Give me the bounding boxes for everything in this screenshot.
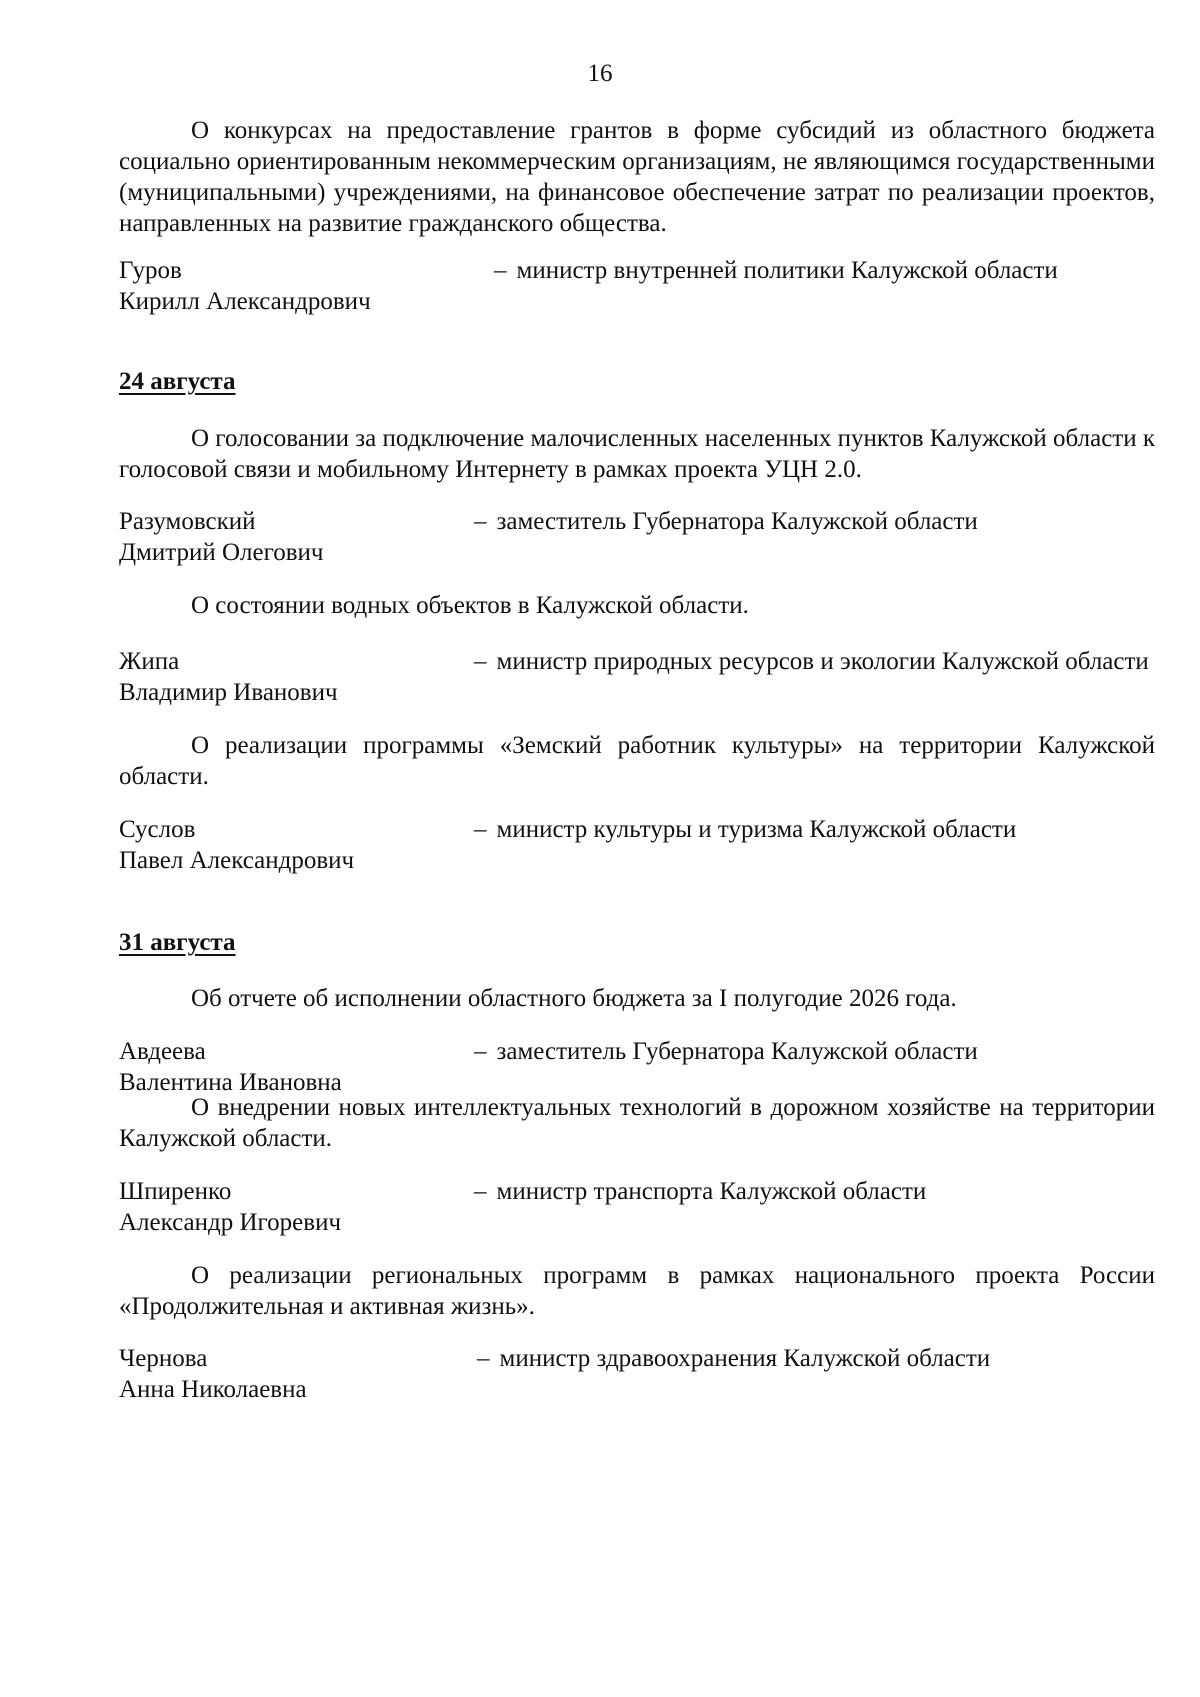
date-heading-aug31: 31 августа [119, 929, 236, 956]
speaker-razumovsky [119, 506, 1155, 568]
role-text: заместитель Губернатора Калужской области [496, 508, 978, 535]
speaker-surname: Разумовский [119, 508, 256, 535]
agenda-item-budget [119, 983, 1155, 1014]
agenda-item-grants [119, 115, 1155, 239]
speaker-given-name: Павел Александрович [119, 847, 355, 874]
speaker-name [119, 1343, 479, 1405]
dash: – [474, 648, 487, 675]
speaker-role [474, 814, 1155, 845]
speaker-name [119, 255, 479, 317]
dash: – [477, 1345, 490, 1372]
speaker-name [119, 1036, 479, 1098]
speaker-role [474, 646, 1155, 677]
agenda-text: О внедрении новых интеллектуальных технологий в дорожном хозяйстве на территории Калужской области. [119, 1094, 1155, 1152]
role-text: министр культуры и туризма Калужской области [496, 816, 1017, 843]
page-number: 16 [587, 60, 613, 87]
speaker-role [477, 1343, 1155, 1374]
agenda-text: О голосовании за подключение малочисленных населенных пунктов Калужской области к голосовой связи и мобильному Интернету в рамках проекта УЦН 2.0. [119, 425, 1155, 483]
role-text: заместитель Губернатора Калужской области [496, 1038, 978, 1065]
speaker-given-name: Валентина Ивановна [119, 1069, 342, 1096]
speaker-given-name: Кирилл Александрович [119, 288, 371, 315]
agenda-item-roads [119, 1092, 1155, 1154]
agenda-item-voting [119, 423, 1155, 485]
speaker-zhipa [119, 646, 1155, 708]
agenda-text: Об отчете об исполнении областного бюджета за I полугодие 2026 года. [191, 985, 957, 1012]
dash: – [474, 1178, 487, 1205]
speaker-surname: Авдеева [119, 1038, 206, 1065]
speaker-avdeeva [119, 1036, 1155, 1098]
speaker-surname: Суслов [119, 816, 196, 843]
speaker-role [494, 255, 1155, 286]
agenda-text: О состоянии водных объектов в Калужской области. [191, 592, 749, 619]
agenda-text: О конкурсах на предоставление грантов в форме субсидий из областного бюджета социально ориентированным некоммерческим организациям, не являющимся государственными (муниципальными) учреждениями, на финансовое обеспечение затрат по реализации проектов, направленных на развитие гражданского общества. [119, 117, 1155, 237]
role-text: министр внутренней политики Калужской области [516, 257, 1058, 284]
speaker-surname: Жипа [119, 648, 180, 675]
agenda-item-culture [119, 730, 1155, 792]
agenda-text: О реализации программы «Земский работник культуры» на территории Калужской области. [119, 732, 1155, 790]
speaker-given-name: Александр Игоревич [119, 1209, 342, 1236]
speaker-surname: Шпиренко [119, 1178, 232, 1205]
speaker-given-name: Анна Николаевна [119, 1376, 307, 1403]
speaker-name [119, 814, 479, 876]
speaker-shpirenko [119, 1176, 1155, 1238]
speaker-surname: Чернова [119, 1345, 208, 1372]
agenda-item-water [119, 590, 1155, 621]
agenda-item-health [119, 1260, 1155, 1322]
speaker-surname: Гуров [119, 257, 182, 284]
speaker-chernova [119, 1343, 1155, 1405]
date-heading-aug24: 24 августа [119, 368, 236, 395]
speaker-name [119, 1176, 479, 1238]
speaker-name [119, 646, 479, 708]
speaker-role [474, 506, 1155, 537]
speaker-given-name: Дмитрий Олегович [119, 539, 324, 566]
speaker-role [474, 1036, 1155, 1067]
dash: – [474, 816, 487, 843]
role-text: министр природных ресурсов и экологии Калужской области [496, 648, 1149, 675]
speaker-gurov [119, 255, 1155, 317]
role-text: министр здравоохранения Калужской области [499, 1345, 991, 1372]
dash: – [474, 1038, 487, 1065]
speaker-given-name: Владимир Иванович [119, 679, 338, 706]
speaker-role [474, 1176, 1155, 1207]
dash: – [494, 257, 507, 284]
speaker-name [119, 506, 479, 568]
agenda-text: О реализации региональных программ в рамках национального проекта России «Продолжительная и активная жизнь». [119, 1262, 1155, 1320]
speaker-suslov [119, 814, 1155, 876]
role-text: министр транспорта Калужской области [496, 1178, 927, 1205]
dash: – [474, 508, 487, 535]
